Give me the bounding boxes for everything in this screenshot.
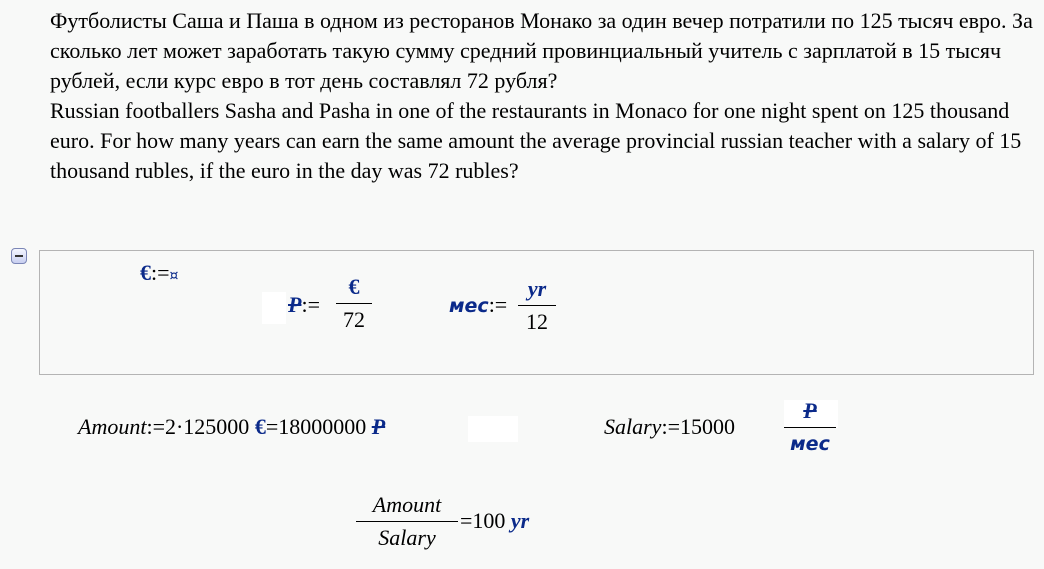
collapse-region-icon[interactable] (11, 248, 27, 264)
month-fraction-numerator: yr (527, 276, 547, 301)
ruble-fraction-numerator: € (348, 274, 360, 299)
fraction-line (336, 303, 372, 304)
ratio-numerator: Amount (372, 492, 442, 517)
ratio-denominator: Salary (378, 525, 436, 550)
ratio-result[interactable] (460, 508, 529, 534)
month-symbol: мес (449, 295, 489, 317)
fraction-line (784, 427, 836, 428)
salary-variable: Salary (604, 414, 662, 439)
month-definition-lhs[interactable] (449, 292, 507, 318)
salary-expression[interactable] (604, 414, 735, 440)
ratio-result-value: 100 (472, 508, 506, 533)
amount-result: 18000000 (278, 414, 367, 439)
assign-operator: := (301, 292, 320, 317)
ratio-fraction[interactable] (356, 492, 458, 551)
year-unit: yr (510, 508, 530, 533)
ruble-unit: Р (371, 414, 386, 439)
month-fraction-denominator: 12 (526, 309, 548, 334)
salary-value: 15000 (679, 414, 735, 439)
assign-operator: := (146, 414, 165, 439)
highlight-box (262, 292, 286, 324)
euro-unit: € (254, 414, 266, 439)
euro-symbol: € (140, 260, 151, 285)
ruble-fraction-denominator: 72 (343, 307, 365, 332)
currency-symbol: ¤ (169, 268, 179, 284)
assign-operator: := (151, 260, 170, 285)
salary-unit-denominator: мес (790, 433, 830, 455)
salary-unit-fraction[interactable] (784, 398, 836, 457)
problem-text-en: Russian footballers Sasha and Pasha in one of the restaurants in Monaco for one night spent on 125 thousand euro. For how many years can earn the same amount the average provincial russian teacher with a salary of 15 thousand rubles, if the euro in the day was 72 rubles? (50, 98, 1022, 183)
highlight-box (468, 416, 518, 442)
assign-operator: := (488, 292, 508, 317)
ruble-definition-lhs[interactable] (288, 292, 320, 318)
minus-icon (15, 255, 23, 257)
month-fraction[interactable] (518, 276, 556, 335)
euro-definition[interactable] (140, 260, 178, 286)
salary-unit-numerator: Р (803, 398, 817, 423)
amount-expression[interactable] (78, 414, 385, 440)
equals-operator: = (460, 508, 473, 533)
problem-text-ru: Футболисты Саша и Паша в одном из ресторанов Монако за один вечер потратили по 125 тысяч евро. За сколько лет может заработать такую сумму средний провинциальный учитель с зарплатой в 15 тысяч рублей, если курс евро в тот день составлял 72 рубля? (50, 8, 1033, 93)
assign-operator: := (661, 414, 680, 439)
problem-text (50, 6, 1035, 186)
fraction-line (518, 305, 556, 306)
ruble-symbol: Р (288, 292, 302, 317)
ruble-fraction[interactable] (336, 274, 372, 333)
amount-expr: 2·125000 (164, 414, 250, 439)
equals-operator: = (265, 414, 279, 439)
amount-variable: Amount (78, 414, 147, 439)
fraction-line (356, 521, 458, 522)
